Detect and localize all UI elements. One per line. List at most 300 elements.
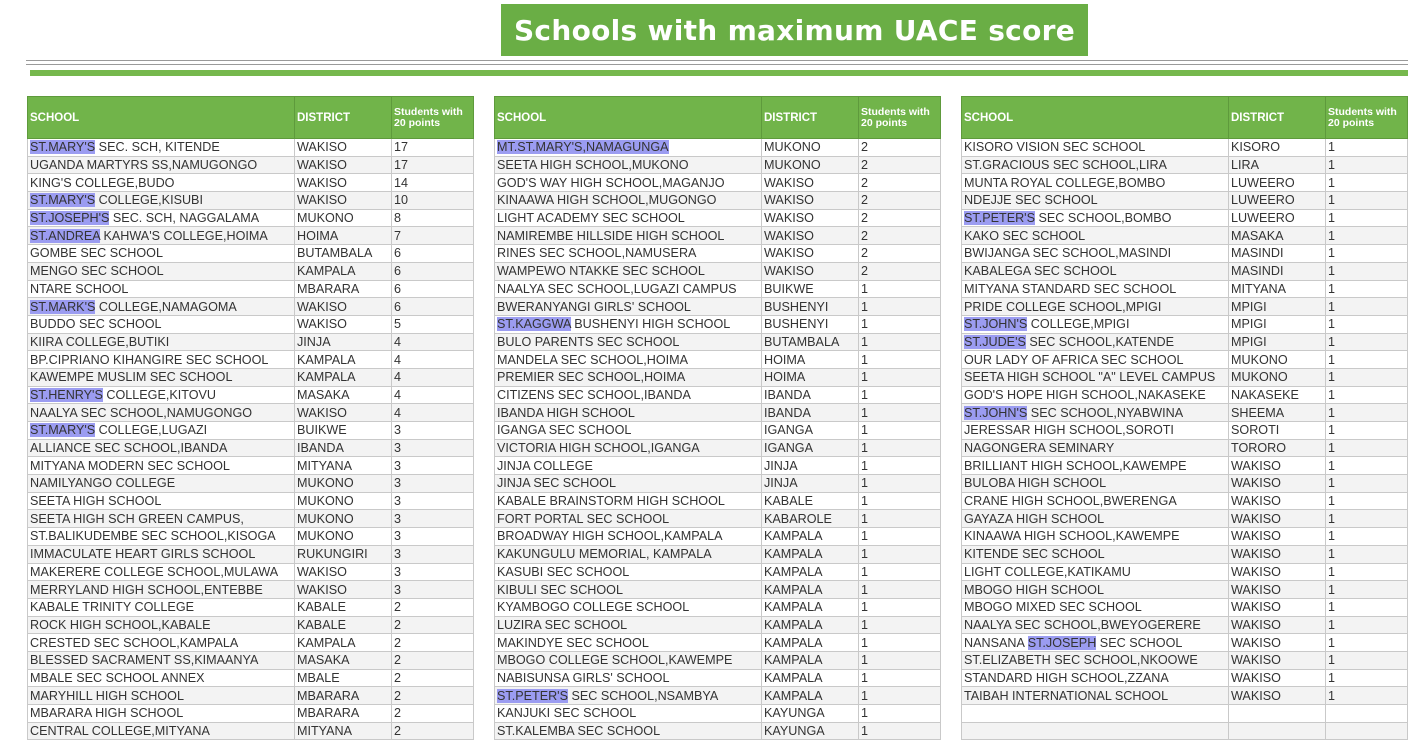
school-name-cell [495, 315, 762, 333]
student-count-cell: 2 [392, 634, 474, 652]
school-name-cell: CRESTED SEC SCHOOL,KAMPALA [28, 634, 295, 652]
district-cell: KAMPALA [295, 368, 392, 386]
student-count-cell [1326, 722, 1408, 740]
student-count-cell: 2 [859, 156, 941, 174]
table-row [28, 280, 474, 298]
district-cell: KAMPALA [762, 669, 859, 687]
school-name-cell: ROCK HIGH SCHOOL,KABALE [28, 616, 295, 634]
student-count-cell: 1 [1326, 298, 1408, 316]
district-cell: BUIKWE [295, 422, 392, 440]
table-row [495, 616, 941, 634]
table-row [495, 705, 941, 723]
district-cell: WAKISO [295, 563, 392, 581]
student-count-cell: 1 [859, 705, 941, 723]
school-name-cell: KABALE TRINITY COLLEGE [28, 598, 295, 616]
table-row [495, 492, 941, 510]
district-cell: SHEEMA [1229, 404, 1326, 422]
district-cell: WAKISO [1229, 598, 1326, 616]
table-row [962, 651, 1408, 669]
highlighted-name: ST.MARY'S [30, 423, 96, 438]
table-row [962, 227, 1408, 245]
school-name-rest: SEC. SCH, NAGGALAMA [109, 211, 260, 226]
school-name-cell: GOD'S WAY HIGH SCHOOL,MAGANJO [495, 174, 762, 192]
student-count-cell: 3 [392, 492, 474, 510]
district-cell: KAYUNGA [762, 722, 859, 740]
table-row [28, 598, 474, 616]
student-count-cell: 1 [859, 581, 941, 599]
district-cell: KABALE [295, 616, 392, 634]
student-count-cell: 1 [859, 563, 941, 581]
table-row [495, 298, 941, 316]
table-row [962, 687, 1408, 705]
table-row [495, 156, 941, 174]
district-cell: KAMPALA [295, 351, 392, 369]
district-cell: WAKISO [295, 581, 392, 599]
school-name-cell: KAKUNGULU MEMORIAL, KAMPALA [495, 545, 762, 563]
table-row [495, 651, 941, 669]
table-row [495, 545, 941, 563]
school-name-cell: FORT PORTAL SEC SCHOOL [495, 510, 762, 528]
student-count-cell: 2 [859, 227, 941, 245]
table-row [495, 174, 941, 192]
table-row [962, 581, 1408, 599]
student-count-cell: 7 [392, 227, 474, 245]
table-row [28, 315, 474, 333]
table-row [962, 333, 1408, 351]
table-row [495, 227, 941, 245]
student-count-cell: 1 [1326, 156, 1408, 174]
district-cell: BUTAMBALA [295, 245, 392, 263]
school-name-cell: GOD'S HOPE HIGH SCHOOL,NAKASEKE [962, 386, 1229, 404]
school-name-cell: MBOGO MIXED SEC SCHOOL [962, 598, 1229, 616]
district-cell: SOROTI [1229, 422, 1326, 440]
district-cell: JINJA [762, 457, 859, 475]
table-row [962, 545, 1408, 563]
table-row [28, 616, 474, 634]
highlighted-name: ST.JOSEPH [1027, 635, 1097, 650]
table-header-row [962, 97, 1408, 139]
student-count-cell: 1 [859, 722, 941, 740]
table-row [962, 404, 1408, 422]
table-row [495, 634, 941, 652]
schools-table-2 [494, 96, 941, 740]
student-count-cell: 3 [392, 563, 474, 581]
student-count-cell: 1 [1326, 404, 1408, 422]
highlighted-name: ST.JUDE'S [964, 334, 1026, 349]
table-row [28, 475, 474, 493]
school-name-cell: BULO PARENTS SEC SCHOOL [495, 333, 762, 351]
table-row [962, 298, 1408, 316]
student-count-cell: 6 [392, 245, 474, 263]
school-name-cell: KITENDE SEC SCHOOL [962, 545, 1229, 563]
district-cell: LIRA [1229, 156, 1326, 174]
table-row [28, 528, 474, 546]
highlighted-name: ST.JOHN'S [964, 405, 1028, 420]
table-row [495, 439, 941, 457]
student-count-cell: 1 [1326, 687, 1408, 705]
school-name-cell: NAMILYANGO COLLEGE [28, 475, 295, 493]
table-row [495, 262, 941, 280]
student-count-cell: 3 [392, 422, 474, 440]
school-name-rest: COLLEGE,KITOVU [102, 387, 217, 402]
table-row [495, 139, 941, 157]
school-name-cell: BRILLIANT HIGH SCHOOL,KAWEMPE [962, 457, 1229, 475]
student-count-cell: 1 [859, 475, 941, 493]
district-cell: WAKISO [1229, 651, 1326, 669]
table-row [28, 581, 474, 599]
school-name-cell: IGANGA SEC SCHOOL [495, 422, 762, 440]
table-row [962, 528, 1408, 546]
table-row [28, 351, 474, 369]
student-count-cell: 3 [392, 510, 474, 528]
table-row [962, 563, 1408, 581]
student-count-cell: 3 [392, 528, 474, 546]
student-count-cell: 1 [859, 528, 941, 546]
district-cell: WAKISO [762, 227, 859, 245]
student-count-cell: 1 [1326, 351, 1408, 369]
school-name-cell: LIGHT COLLEGE,KATIKAMU [962, 563, 1229, 581]
district-cell: IGANGA [762, 422, 859, 440]
table-row [495, 581, 941, 599]
student-count-cell: 1 [1326, 651, 1408, 669]
district-cell: KAMPALA [762, 634, 859, 652]
student-count-cell: 3 [392, 439, 474, 457]
district-column-header: DISTRICT [762, 97, 859, 139]
page-title: Schools with maximum UACE score [501, 4, 1088, 56]
school-name-cell: MAKINDYE SEC SCHOOL [495, 634, 762, 652]
schools-table-3 [961, 96, 1408, 740]
student-count-cell: 1 [1326, 386, 1408, 404]
table-row [962, 174, 1408, 192]
student-count-cell: 2 [392, 616, 474, 634]
school-name-cell: SEETA HIGH SCHOOL,MUKONO [495, 156, 762, 174]
student-count-cell: 1 [1326, 139, 1408, 157]
student-count-cell: 1 [1326, 545, 1408, 563]
student-count-cell: 2 [859, 209, 941, 227]
school-name-cell: NDEJJE SEC SCHOOL [962, 192, 1229, 210]
student-count-cell: 1 [1326, 439, 1408, 457]
table-row [28, 651, 474, 669]
school-name-cell: MANDELA SEC SCHOOL,HOIMA [495, 351, 762, 369]
table-row [28, 705, 474, 723]
district-cell: WAKISO [295, 192, 392, 210]
school-name-cell: CRANE HIGH SCHOOL,BWERENGA [962, 492, 1229, 510]
school-name-cell [28, 192, 295, 210]
highlighted-name: MT.ST.MARY'S,NAMAGUNGA [497, 140, 669, 155]
district-cell: BUSHENYI [762, 315, 859, 333]
student-count-cell: 4 [392, 351, 474, 369]
school-name-cell [962, 333, 1229, 351]
district-cell: WAKISO [295, 404, 392, 422]
table-row [28, 192, 474, 210]
school-name-cell: MITYANA STANDARD SEC SCHOOL [962, 280, 1229, 298]
district-column-header: DISTRICT [295, 97, 392, 139]
district-cell: MBALE [295, 669, 392, 687]
student-count-cell: 1 [1326, 563, 1408, 581]
school-name-cell: BP.CIPRIANO KIHANGIRE SEC SCHOOL [28, 351, 295, 369]
school-name-rest: SEC SCHOOL,BOMBO [1035, 211, 1172, 226]
student-count-cell: 1 [859, 280, 941, 298]
school-name-cell [962, 404, 1229, 422]
district-cell: MASINDI [1229, 262, 1326, 280]
students-column-header: Students with 20 points [859, 97, 941, 139]
table-row [495, 209, 941, 227]
table-row [28, 422, 474, 440]
student-count-cell: 2 [392, 722, 474, 740]
student-count-cell: 4 [392, 333, 474, 351]
school-name-cell: MBOGO HIGH SCHOOL [962, 581, 1229, 599]
district-cell: MUKONO [295, 209, 392, 227]
table-row [28, 457, 474, 475]
district-cell: WAKISO [1229, 581, 1326, 599]
table-row [495, 368, 941, 386]
students-column-header: Students with 20 points [1326, 97, 1408, 139]
student-count-cell: 1 [1326, 598, 1408, 616]
school-name-cell: NTARE SCHOOL [28, 280, 295, 298]
school-name-cell [962, 209, 1229, 227]
district-cell: MITYANA [295, 722, 392, 740]
school-name-cell [28, 209, 295, 227]
student-count-cell: 1 [1326, 510, 1408, 528]
table-row [962, 439, 1408, 457]
table-row [495, 563, 941, 581]
table-row [962, 616, 1408, 634]
table-row [962, 475, 1408, 493]
student-count-cell: 2 [859, 139, 941, 157]
table-header-row [28, 97, 474, 139]
district-cell: KAMPALA [762, 598, 859, 616]
school-name-cell [495, 139, 762, 157]
school-name-cell: STANDARD HIGH SCHOOL,ZZANA [962, 669, 1229, 687]
student-count-cell: 2 [859, 192, 941, 210]
school-name-cell: MBOGO COLLEGE SCHOOL,KAWEMPE [495, 651, 762, 669]
district-cell: WAKISO [295, 298, 392, 316]
student-count-cell: 1 [1326, 209, 1408, 227]
district-cell: KAMPALA [762, 581, 859, 599]
school-name-cell: ST.ELIZABETH SEC SCHOOL,NKOOWE [962, 651, 1229, 669]
highlighted-name: ST.MARK'S [30, 299, 96, 314]
district-cell: WAKISO [762, 245, 859, 263]
table-row [28, 209, 474, 227]
district-cell: JINJA [295, 333, 392, 351]
school-name-cell: MUNTA ROYAL COLLEGE,BOMBO [962, 174, 1229, 192]
district-cell: BUIKWE [762, 280, 859, 298]
district-cell: MBARARA [295, 280, 392, 298]
school-name-cell: KABALE BRAINSTORM HIGH SCHOOL [495, 492, 762, 510]
school-name-cell: JINJA SEC SCHOOL [495, 475, 762, 493]
student-count-cell: 8 [392, 209, 474, 227]
student-count-cell: 1 [1326, 192, 1408, 210]
school-name-cell: ST.KALEMBA SEC SCHOOL [495, 722, 762, 740]
student-count-cell: 1 [859, 634, 941, 652]
school-name-cell: BROADWAY HIGH SCHOOL,KAMPALA [495, 528, 762, 546]
school-name-cell: KYAMBOGO COLLEGE SCHOOL [495, 598, 762, 616]
school-name-cell [28, 227, 295, 245]
student-count-cell: 1 [1326, 669, 1408, 687]
student-count-cell: 1 [1326, 280, 1408, 298]
district-cell: NAKASEKE [1229, 386, 1326, 404]
district-cell: WAKISO [295, 174, 392, 192]
table-row [495, 457, 941, 475]
table-row [495, 598, 941, 616]
school-name-cell [28, 386, 295, 404]
district-cell: WAKISO [1229, 457, 1326, 475]
school-name-cell: BLESSED SACRAMENT SS,KIMAANYA [28, 651, 295, 669]
district-cell: MITYANA [295, 457, 392, 475]
school-name-cell: IBANDA HIGH SCHOOL [495, 404, 762, 422]
table-row [962, 669, 1408, 687]
school-name-cell: ST.GRACIOUS SEC SCHOOL,LIRA [962, 156, 1229, 174]
school-name-cell [962, 705, 1229, 723]
student-count-cell: 1 [1326, 262, 1408, 280]
divider-line [26, 64, 1408, 65]
student-count-cell: 4 [392, 404, 474, 422]
highlighted-name: ST.HENRY'S [30, 387, 103, 402]
school-name-cell [962, 722, 1229, 740]
student-count-cell: 6 [392, 280, 474, 298]
table-row [495, 404, 941, 422]
school-name-cell: NAALYA SEC SCHOOL,LUGAZI CAMPUS [495, 280, 762, 298]
school-name-rest: COLLEGE,NAMAGOMA [95, 299, 237, 314]
school-name-cell: CENTRAL COLLEGE,MITYANA [28, 722, 295, 740]
students-column-header: Students with 20 points [392, 97, 474, 139]
district-cell: MUKONO [295, 528, 392, 546]
table-row [962, 245, 1408, 263]
table-row [28, 492, 474, 510]
school-name-cell: NAGONGERA SEMINARY [962, 439, 1229, 457]
table-row [28, 139, 474, 157]
school-name-cell: MITYANA MODERN SEC SCHOOL [28, 457, 295, 475]
district-cell: WAKISO [1229, 492, 1326, 510]
district-cell: KAMPALA [762, 687, 859, 705]
school-name-cell: NAMIREMBE HILLSIDE HIGH SCHOOL [495, 227, 762, 245]
district-cell: MUKONO [1229, 351, 1326, 369]
school-name-cell: KABALEGA SEC SCHOOL [962, 262, 1229, 280]
student-count-cell: 1 [859, 404, 941, 422]
student-count-cell: 1 [1326, 457, 1408, 475]
table-row [962, 705, 1408, 723]
table-row [28, 262, 474, 280]
table-row [28, 545, 474, 563]
table-row [495, 687, 941, 705]
district-cell: KAMPALA [762, 545, 859, 563]
school-name-rest: COLLEGE,MPIGI [1027, 317, 1130, 332]
school-name-cell: UGANDA MARTYRS SS,NAMUGONGO [28, 156, 295, 174]
table-row [962, 315, 1408, 333]
table-row [495, 722, 941, 740]
district-cell: HOIMA [762, 351, 859, 369]
district-cell: MUKONO [762, 156, 859, 174]
table-row [962, 262, 1408, 280]
highlighted-name: ST.PETER'S [964, 211, 1035, 226]
school-name-cell: SEETA HIGH SCHOOL "A" LEVEL CAMPUS [962, 368, 1229, 386]
school-name-cell: KAWEMPE MUSLIM SEC SCHOOL [28, 368, 295, 386]
table-row [962, 386, 1408, 404]
school-name-cell: LIGHT ACADEMY SEC SCHOOL [495, 209, 762, 227]
district-cell: WAKISO [1229, 634, 1326, 652]
district-cell: IBANDA [762, 404, 859, 422]
table-row [28, 634, 474, 652]
district-cell: MBARARA [295, 705, 392, 723]
student-count-cell: 2 [392, 669, 474, 687]
school-name-cell: BWERANYANGI GIRLS' SCHOOL [495, 298, 762, 316]
table-row [28, 386, 474, 404]
student-count-cell: 1 [859, 298, 941, 316]
district-cell: KAYUNGA [762, 705, 859, 723]
table-row [495, 528, 941, 546]
district-cell: MASAKA [295, 386, 392, 404]
table-row [495, 669, 941, 687]
school-name-cell [962, 634, 1229, 652]
table-row [962, 351, 1408, 369]
student-count-cell: 1 [859, 492, 941, 510]
school-name-rest: SEC SCHOOL,NYABWINA [1027, 405, 1184, 420]
student-count-cell: 1 [859, 598, 941, 616]
student-count-cell: 1 [859, 351, 941, 369]
district-cell: WAKISO [762, 174, 859, 192]
student-count-cell: 3 [392, 475, 474, 493]
student-count-cell: 1 [859, 457, 941, 475]
district-cell: MPIGI [1229, 315, 1326, 333]
school-name-cell: SEETA HIGH SCHOOL [28, 492, 295, 510]
district-cell: WAKISO [762, 192, 859, 210]
table-row [28, 563, 474, 581]
district-cell: MASAKA [1229, 227, 1326, 245]
district-cell: JINJA [762, 475, 859, 493]
school-name-rest: BUSHENYI HIGH SCHOOL [570, 317, 731, 332]
school-name-cell: KANJUKI SEC SCHOOL [495, 705, 762, 723]
district-cell: KABAROLE [762, 510, 859, 528]
district-cell: MUKONO [295, 510, 392, 528]
school-name-cell: IMMACULATE HEART GIRLS SCHOOL [28, 545, 295, 563]
table-row [28, 669, 474, 687]
table-row [28, 687, 474, 705]
school-name-cell: MAKERERE COLLEGE SCHOOL,MULAWA [28, 563, 295, 581]
school-name-cell: CITIZENS SEC SCHOOL,IBANDA [495, 386, 762, 404]
table-row [28, 227, 474, 245]
district-cell: KABALE [762, 492, 859, 510]
district-cell: KAMPALA [762, 651, 859, 669]
table-row [962, 422, 1408, 440]
highlighted-name: ST.JOHN'S [964, 317, 1028, 332]
table-row [962, 368, 1408, 386]
student-count-cell: 1 [859, 315, 941, 333]
school-column-header: SCHOOL [962, 97, 1229, 139]
table-row [962, 510, 1408, 528]
district-cell: RUKUNGIRI [295, 545, 392, 563]
student-count-cell: 2 [859, 262, 941, 280]
student-count-cell: 1 [859, 669, 941, 687]
district-cell: MPIGI [1229, 298, 1326, 316]
table-row [962, 634, 1408, 652]
school-name-rest: SEC SCHOOL [1096, 635, 1183, 650]
table-row [495, 315, 941, 333]
student-count-cell: 1 [1326, 245, 1408, 263]
student-count-cell: 1 [1326, 492, 1408, 510]
student-count-cell: 14 [392, 174, 474, 192]
school-name-cell: MBARARA HIGH SCHOOL [28, 705, 295, 723]
student-count-cell: 1 [1326, 174, 1408, 192]
divider-bar [30, 70, 1408, 76]
school-name-cell: KAKO SEC SCHOOL [962, 227, 1229, 245]
district-cell: WAKISO [1229, 510, 1326, 528]
district-cell: TORORO [1229, 439, 1326, 457]
divider-line [26, 60, 1408, 61]
district-cell: HOIMA [762, 368, 859, 386]
school-name-cell: KIIRA COLLEGE,BUTIKI [28, 333, 295, 351]
table-row [28, 298, 474, 316]
school-name-cell: PREMIER SEC SCHOOL,HOIMA [495, 368, 762, 386]
